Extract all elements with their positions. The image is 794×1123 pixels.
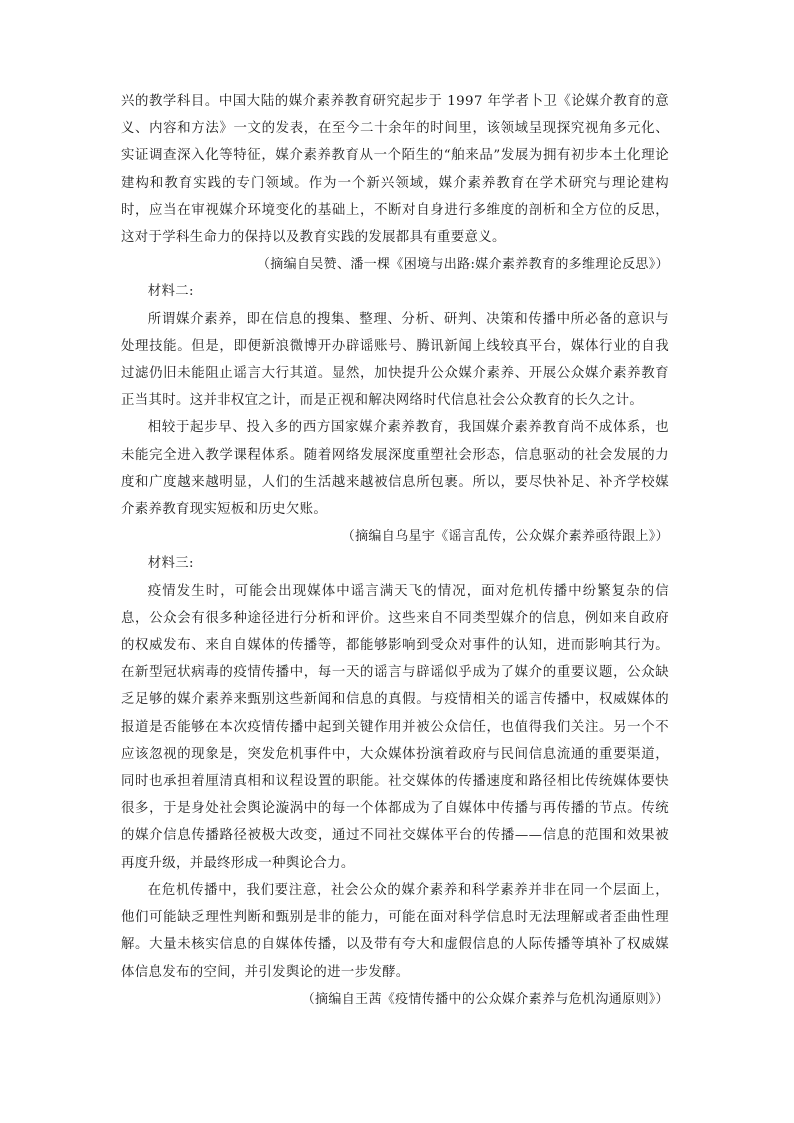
material-two-paragraph-2: 相较于起步早、投入多的西方国家媒介素养教育，我国媒介素养教育尚不成体系，也未能完全进入教学课程体系。随着网络发展深度重塑社会形态，信息驱动的社会发展的力度和广度越来越明显，人们的生活越来越被信息所包裹。所以，要尽快补足、补齐学校媒介素养教育现实短板和历史欠账。 xyxy=(121,420,669,518)
material-three-paragraph-2: 在危机传播中，我们要注意，社会公众的媒介素养和科学素养并非在同一个层面上，他们可能缺乏理性判断和甄别是非的能力，可能在面对科学信息时无法理解或者歪曲性理解。大量未核实信息的自媒体传播，以及带有夸大和虚假信息的人际传播等填补了权威媒体信息发布的空间，并引发舆论的进一步发酵。 xyxy=(121,882,669,980)
document-page xyxy=(121,88,669,1013)
material-two-paragraph-1: 所谓媒介素养，即在信息的搜集、整理、分析、研判、决策和传播中所必备的意识与处理技能。但是，即便新浪微博开办辟谣账号、腾讯新闻上线较真平台，媒体行业的自我过滤仍旧未能阻止谣言大行其道。显然，加快提升公众媒介素养、开展公众媒介素养教育正当其时。这并非权宜之计，而是正视和解决网络时代信息社会公众教育的长久之计。 xyxy=(121,311,669,409)
material-one-source: （摘编自吴赞、潘一棵《困境与出路:媒介素养教育的多维理论反思》） xyxy=(256,257,669,273)
material-three-heading: 材料三: xyxy=(147,556,194,572)
material-one-tail-paragraph: 兴的教学科目。中国大陆的媒介素养教育研究起步于 1997 年学者卜卫《论媒介教育的意义、内容和方法》一文的发表，在至今二十余年的时间里，该领域呈现探究视角多元化、实证调查深入化等特征，媒介素养教育从一个陌生的“舶来品”发展为拥有初步本土化理论建构和教育实践的专门领域。作为一个新兴领域，媒介素养教育在学术研究与理论建构时，应当在审视媒介环境变化的基础上，不断对自身进行多维度的剖析和全方位的反思，这对于学科生命力的保持以及教育实践的发展都具有重要意义。 xyxy=(121,94,669,246)
material-three-source: （摘编自王茜《疫情传播中的公众媒介素养与危机沟通原则》） xyxy=(301,991,669,1007)
material-two-source: （摘编自乌星宇《谣言乱传，公众媒介素养亟待跟上》） xyxy=(341,529,669,545)
material-two-heading: 材料二: xyxy=(147,284,194,300)
material-three-paragraph-1: 疫情发生时，可能会出现媒体中谣言满天飞的情况，面对危机传播中纷繁复杂的信息，公众会有很多种途径进行分析和评价。这些来自不同类型媒介的信息，例如来自政府的权威发布、来自自媒体的传播等，都能够影响到受众对事件的认知，进而影响其行为。在新型冠状病毒的疫情传播中，每一天的谣言与辟谣似乎成为了媒介的重要议题，公众缺乏足够的媒介素养来甄别这些新闻和信息的真假。与疫情相关的谣言传播中，权威媒体的报道是否能够在本次疫情传播中起到关键作用并被公众信任，也值得我们关注。另一个不应该忽视的现象是，突发危机事件中，大众媒体扮演着政府与民间信息流通的重要渠道，同时也承担着厘清真相和议程设置的职能。社交媒体的传播速度和路径相比传统媒体要快很多，于是身处社会舆论漩涡中的每一个体都成为了自媒体中传播与再传播的节点。传统的媒介信息传播路径被极大改变，通过不同社交媒体平台的传播——信息的范围和效果被再度升级，并最终形成一种舆论合力。 xyxy=(121,583,669,871)
